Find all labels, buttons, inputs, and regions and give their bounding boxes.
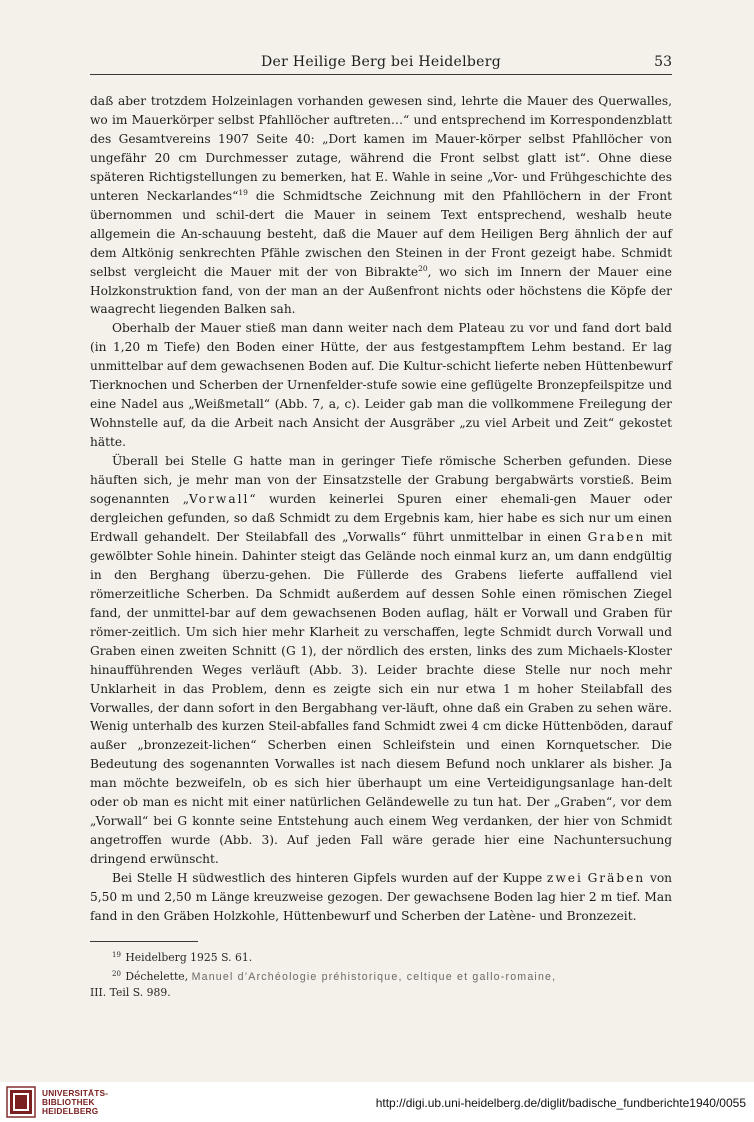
spaced-word-zwei: zwei	[546, 871, 583, 886]
running-title: Der Heilige Berg bei Heidelberg	[260, 54, 502, 70]
footnote-20-number: 20	[112, 970, 121, 978]
paragraph-4	[90, 869, 672, 926]
footnote-20	[90, 966, 672, 1001]
footnote-19-text: Heidelberg 1925 S. 61.	[121, 951, 253, 964]
spaced-word-vorwall: Vorwall	[189, 492, 250, 507]
footnote-ref-20[interactable]: 20	[418, 263, 428, 273]
paragraph-3-part-c: mit gewölbter Sohle hinein. Dahinter steigt das Gelände noch einmal kurz an, um dann endgültig in den Berghang überzu‐gehen. Die Füllerde des Grabens lieferte auffallend viel römerzeitliche Scherben. Da Schmidt außerdem auf dessen Sohle einen römischen Ziegel fand, der unmittel‐bar auf dem gewachsenen Boden auflag, hält er Vorwall und Graben für römer‐zeitlich. Um sich hier mehr Klarheit zu verschaffen, legte Schmidt durch Vorwall und Graben einen zweiten Schnitt (G 1), der nördlich des ersten, links des zum Michaels‐Kloster hinaufführenden Weges verläuft (Abb. 3). Leider brachte diese Stelle nur noch mehr Unklarheit in das Problem, denn es zeigte sich ein nur etwa 1 m hoher Steilabfall des Vorwalles, der dann sofort in den Bergabhang ver‐läuft, ohne daß ein Graben zu sehen wäre. Wenig unterhalb des kurzen Steil‐abfalles fand Schmidt zwei 4 cm dicke Hüttenböden, darauf außer „bronzezeit‐lichen“ Scherben einen Schleifstein und einen Kornquetscher. Die Bedeutung des sogenannten Vorwalles ist nach diesem Befund noch unklarer als bisher. Ja man möchte bezweifeln, ob es sich hier überhaupt um eine Verteidigungsanlage han‐delt oder ob man es nicht mit einer natürlichen Geländewelle zu tun hat. Der „Graben“, vor dem „Vorwall“ bei G konnte seine Entstehung auch einem Weg verdanken, der hier von Schmidt angetroffen wurde (Abb. 3). Auf jeden Fall wäre gerade hier eine Nachuntersuchung dringend erwünscht.	[90, 529, 672, 867]
paragraph-1-part-c: , wo sich im Innern der Mauer eine Holzkonstruktion fand, von der man an der Außenfront nichts oder höchstens die Köpfe der waagrecht liegenden Balken sah.	[90, 264, 672, 317]
paragraph-4-part-a: Bei Stelle H südwestlich des hinteren Gipfels wurden auf der Kuppe	[112, 871, 547, 886]
paragraph-3-part-b: “ wurden keinerlei Spuren einer ehemali‐gen Mauer oder dergleichen gefunden, so daß Schmidt zu dem Ergebnis kam, hier habe es sich nur um einen Erdwall gehandelt. Der Steilabfall des „Vorwalls“ führt unmittelbar in einen	[90, 492, 672, 544]
paragraph-2: Oberhalb der Mauer stieß man dann weiter nach dem Plateau zu vor und fand dort bald (in 1,20 m Tiefe) den Boden einer Hütte, der aus festgestampftem Lehm bestand. Er lag unmittelbar auf dem gewachsenen Boden auf. Die Kultur‐schicht lieferte neben Hüttenbewurf Tierknochen und Scherben der Urnenfelder‐stufe sowie eine geflügelte Bronzepfeilspitze und eine Nadel aus „Weißmetall“ (Abb. 7, a, c). Leider gab man die vollkommene Freilegung der Wohnstelle auf, da die Arbeit nach Ansicht der Ausgräber „zu viel Arbeit und Zeit“ gekostet hätte.	[90, 321, 672, 450]
paragraph-1	[90, 92, 672, 319]
library-name-line-1: UNIVERSITÄTS-	[42, 1088, 109, 1098]
page-header	[90, 52, 672, 75]
spaced-word-graeben: Gräben	[587, 871, 646, 886]
paragraph-4-part-c: von 5,50 m und 2,50 m Länge kreuzweise gezogen. Der gewachsene Boden lag hier 2 m tief. Man fand in den Gräben Holzkohle, Hüttenbewurf und Scherben der Latène‐ und Bronzezeit.	[90, 871, 673, 923]
paragraph-3	[90, 452, 672, 869]
paragraph-1-part-a: daß aber trotzdem Holzeinlagen vorhanden gewesen sind, lehrte die Mauer des Querwalles, wo im Mauerkörper selbst Pfahllöcher auftreten…“ und entsprechend im Korrespondenzblatt des Gesamtvereins 1907 Seite 40: „Dort kamen im Mauer‐körper selbst Pfahllöcher von ungefähr 20 cm Durchmesser zutage, während die Front selbst glatt ist“. Ohne diese späteren Richtigstellungen zu bemerken, hat E. Wahle in seine „Vor‐ und Frühgeschichte des unteren Neckarlandes“	[90, 94, 672, 203]
footnote-ref-19[interactable]: 19	[238, 187, 248, 197]
footnote-divider	[90, 941, 198, 942]
footnote-19	[90, 947, 672, 966]
library-name-line-3: HEIDELBERG	[42, 1106, 99, 1116]
page-number: 53	[654, 54, 672, 70]
footnote-20-author: Déchelette,	[121, 970, 192, 983]
source-url-link[interactable]: http://digi.ub.uni-heidelberg.de/diglit/badische_fundberichte1940/0055	[375, 1096, 746, 1110]
paragraph-1-part-b: die Schmidtsche Zeichnung mit den Pfahllöchern in der Front übernommen und schil‐dert die Mauer in seinem Text entsprechend, weshalb heute allgemein die An‐schauung besteht, daß die Mauer auf dem Heiligen Berg ähnlich der auf dem Altkönig senkrechten Pfähle zwischen den Steinen in der Front gezeigt habe. Schmidt selbst vergleicht die Mauer mit der von Bibrakte	[90, 188, 672, 279]
spaced-word-graben: Graben	[587, 529, 646, 544]
digital-library-footer	[0, 1082, 754, 1122]
footnote-19-number: 19	[112, 951, 121, 959]
body-text	[90, 92, 672, 926]
footnote-20-continuation: III. Teil S. 989.	[90, 986, 171, 999]
library-name	[42, 1089, 108, 1116]
paragraph-3-part-a: Überall bei Stelle G hatte man in geringer Tiefe römische Scherben gefunden. Diese häuften sich, je mehr man von der Einsatzstelle der Grabung bergabwärts vorstieß. Beim sogenannten „	[90, 454, 672, 507]
footnote-20-title: Manuel d’Archéologie préhistorique, celtique et gallo-romaine,	[191, 971, 557, 983]
library-name-line-2: BIBLIOTHEK	[42, 1097, 95, 1107]
footnotes	[90, 947, 672, 1001]
university-seal-icon	[6, 1086, 36, 1118]
